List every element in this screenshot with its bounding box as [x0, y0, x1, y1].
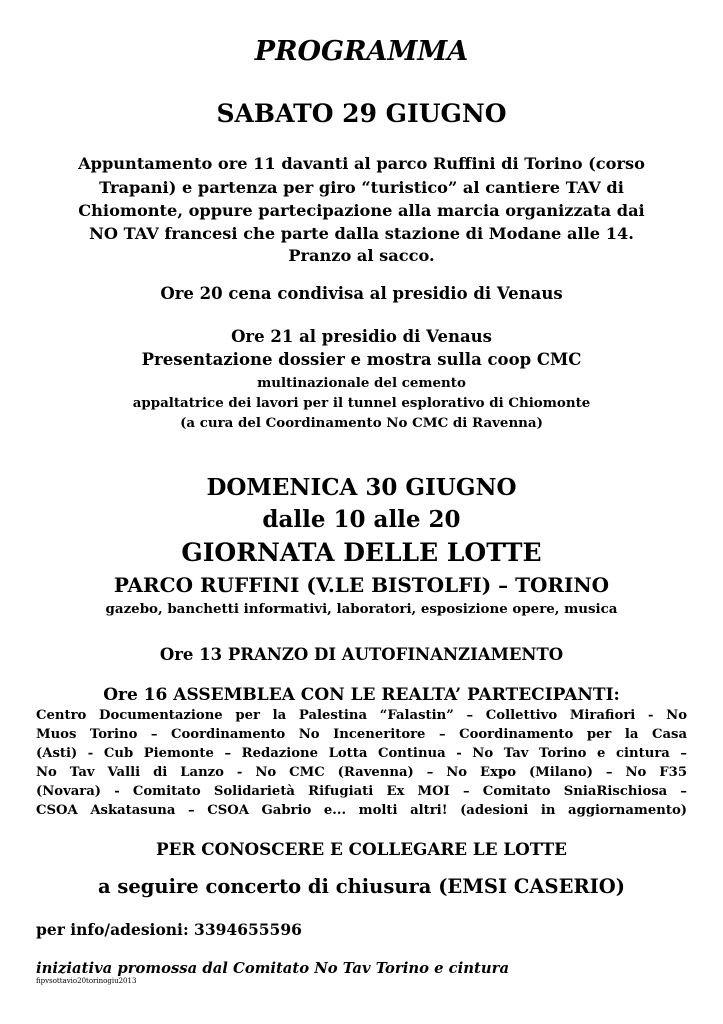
- concert-line: a seguire concerto di chiusura (EMSI CASERIO): [97, 875, 626, 898]
- evening-time: Ore 21 al presidio di Venaus: [231, 327, 492, 346]
- sunday-heading: DOMENICA 30 GIUGNO: [206, 474, 517, 501]
- footer-code: fipvsottavio20torinogiu2013: [36, 977, 137, 985]
- participants-line: (Asti) - Cub Piemonte – Redazione Lotta Continua - No Tav Torino e cintura –: [36, 746, 687, 761]
- slogan: PER CONOSCERE E COLLEGARE LE LOTTE: [156, 839, 567, 859]
- saturday-heading: SABATO 29 GIUGNO: [216, 99, 507, 128]
- presentation-detail: multinazionale del cemento: [257, 375, 466, 391]
- participants-line: Centro Documentazione per la Palestina “Falastin” – Collettivo Mirafiori - No: [36, 708, 687, 723]
- intro-line: Chiomonte, oppure partecipazione alla marcia organizzata dai: [78, 201, 645, 220]
- participants-line: (Novara) - Comitato Solidarietà Rifugiati Ex MOI – Comitato SniaRischiosa –: [36, 784, 687, 799]
- participants-line: No Tav Valli di Lanzo - No CMC (Ravenna) – No Expo (Milano) – No F35: [36, 765, 687, 780]
- sunday-hours: dalle 10 alle 20: [262, 506, 461, 533]
- lunch-line: Ore 13 PRANZO DI AUTOFINANZIAMENTO: [159, 645, 564, 664]
- intro-line: Appuntamento ore 11 davanti al parco Ruffini di Torino (corso: [78, 154, 645, 173]
- participants-line: Muos Torino – Coordinamento No Inceneritore – Coordinamento per la Casa: [36, 727, 687, 742]
- assembly-line: Ore 16 ASSEMBLEA CON LE REALTA’ PARTECIPANTI:: [103, 685, 620, 705]
- presentation-detail: (a cura del Coordinamento No CMC di Ravenna): [180, 415, 543, 431]
- event-location: PARCO RUFFINI (V.LE BISTOLFI) – TORINO: [113, 573, 610, 597]
- dinner-line: Ore 20 cena condivisa al presidio di Venaus: [160, 284, 563, 303]
- event-activities: gazebo, banchetti informativi, laboratori, esposizione opere, musica: [105, 601, 618, 617]
- info-contact: per info/adesioni: 3394655596: [36, 920, 302, 939]
- presentation-title: Presentazione dossier e mostra sulla coop CMC: [141, 350, 582, 369]
- page-title: PROGRAMMA: [254, 36, 469, 67]
- intro-line: NO TAV francesi che parte dalla stazione di Modane alle 14.: [89, 224, 634, 243]
- promoter-line: iniziativa promossa dal Comitato No Tav Torino e cintura: [36, 960, 510, 977]
- event-title: GIORNATA DELLE LOTTE: [181, 538, 542, 567]
- participants-line: CSOA Askatasuna – CSOA Gabrio e... molti altri! (adesioni in aggiornamento): [36, 803, 687, 818]
- intro-line: Pranzo al sacco.: [288, 246, 435, 265]
- intro-line: Trapani) e partenza per giro “turistico” al cantiere TAV di: [99, 178, 624, 197]
- presentation-detail: appaltatrice dei lavori per il tunnel esplorativo di Chiomonte: [132, 395, 591, 411]
